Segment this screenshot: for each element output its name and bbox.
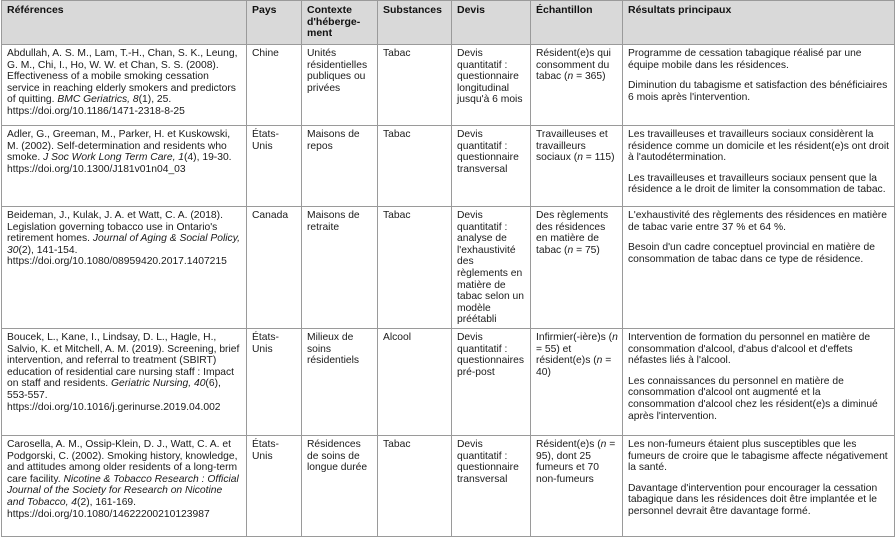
contexte-cell [302,328,378,435]
reference-segment: (4), 19-30. https://doi.org/10.1300/J181v01n04_03 [7,152,232,175]
contexte-cell [302,207,378,329]
substances-cell-text: Alcool [383,331,412,343]
echantillon-segment: n [577,152,583,164]
resultat-paragraph: Les travailleuses et travailleurs sociaux considèrent la résidence comme un domicile et les résident(e)s ont droit à l'autodétermination. [628,129,889,164]
header-references: Références [2,1,247,45]
reference-cell [2,435,247,536]
echantillon-segment: Infirmier(-ière)s ( [536,331,613,343]
table-row [2,126,895,207]
echantillon-segment: n [567,244,574,256]
contexte-cell-text: Maisons de retraite [307,210,360,233]
reference-cell [2,126,247,207]
echantillon-cell [531,207,623,329]
header-contexte: Contexte d'héberge-ment [302,1,378,45]
pays-cell-text: États-Unis [252,438,279,462]
reference-segment: Beideman, J., Kulak, J. A. et Watt, C. A. (2018). Legislation governing tobacco use in Ontario's retirement homes. [7,210,223,245]
echantillon-segment: = 95), dont 25 fumeurs et 70 non-fumeurs [536,438,616,485]
resultat-paragraph: Besoin d'un cadre conceptuel provincial en matière de consommation de tabac dans ce type de résidence. [628,242,875,265]
devis-cell [452,126,531,207]
pays-cell-text: États-Unis [252,129,279,152]
echantillon-segment: Résident(e)s qui consomment du tabac ( [536,48,611,83]
reference-cell [2,207,247,329]
pays-cell-text: Canada [252,210,289,221]
literature-table [1,0,895,537]
header-resultats: Résultats principaux [623,1,895,45]
pays-cell-text: Chine [252,48,279,59]
header-devis: Devis [452,1,531,45]
echantillon-segment: Travailleuses et travailleurs sociaux ( [536,129,608,164]
resultats-cell [623,126,895,207]
resultat-paragraph: Les connaissances du personnel en matière de consommation d'alcool ont augmenté et la consommation d'alcool chez les résident(e)s a diminué après l'intervention. [628,375,878,422]
echantillon-cell [531,45,623,126]
table-row [2,435,895,536]
resultat-paragraph: Programme de cessation tabagique réalisé par une équipe mobile dans les résidences. [628,48,862,71]
devis-cell [452,45,531,126]
echantillon-segment: n [567,71,574,83]
header-pays: Pays [247,1,302,45]
echantillon-cell [531,328,623,435]
substances-cell [378,126,452,207]
contexte-cell-text: Unités résidentielles publiques ou privées [307,48,368,94]
reference-segment: Boucek, L., Kane, I., Lindsay, D. L., Hagle, H., Salvio, K. et Mitchell, A. M. (2019). Screening, brief intervention, and referral to treatment (SBIRT) education of residential care nursing staff : Impact on staff and residents. [7,331,240,390]
reference-cell [2,328,247,435]
reference-segment: Journal of Aging & Social Policy, 30 [7,233,240,256]
pays-cell [247,126,302,207]
echantillon-segment: = 40) [536,355,612,378]
devis-cell-text: Devis quantitatif : analyse de l'exhaustivité des règlements en matière de tabac selon un modèle préétabli [457,210,524,326]
pays-cell [247,328,302,435]
echantillon-segment: = 115) [582,152,615,164]
substances-cell-text: Tabac [383,210,411,221]
devis-cell [452,207,531,329]
reference-segment: BMC Geriatrics, 8 [57,94,139,106]
devis-cell-text: Devis quantitatif : questionnaire transversal [457,438,519,485]
resultats-cell [623,435,895,536]
echantillon-cell [531,435,623,536]
table-row [2,207,895,329]
devis-cell [452,435,531,536]
reference-segment: (6), 553-557. https://doi.org/10.1016/j.gerinurse.2019.04.002 [7,378,221,413]
echantillon-segment: Des règlements des résidences en matière de tabac ( [536,210,609,256]
contexte-cell-text: Milieux de soins résidentiels [307,331,360,367]
echantillon-segment: n [596,355,603,367]
reference-segment: Adler, G., Greeman, M., Parker, H. et Kuskowski, M. (2002). Self-determination and residents who smoke. [7,129,231,164]
devis-cell-text: Devis quantitatif : questionnaire transversal [457,129,519,175]
reference-segment: J Soc Work Long Term Care, 1 [43,152,185,164]
devis-cell-text: Devis quantitatif : questionnaire longitudinal jusqu'à 6 mois [457,48,523,106]
table-row [2,45,895,126]
resultats-cell [623,45,895,126]
header-echantillon: Échantillon [531,1,623,45]
resultat-paragraph: Intervention de formation du personnel en matière de consommation d'alcool, d'abus d'alcool et d'effets néfastes liés à l'alcool. [628,331,871,367]
echantillon-segment: n [600,438,607,450]
substances-cell-text: Tabac [383,438,411,450]
echantillon-segment: n [612,331,618,343]
contexte-cell [302,435,378,536]
echantillon-segment: Résident(e)s ( [536,438,601,450]
resultats-cell [623,207,895,329]
header-substances: Substances [378,1,452,45]
echantillon-segment: = 365) [573,71,606,83]
resultat-paragraph: Davantage d'intervention pour encourager la cessation tabagique dans les résidences doit être implantée et le personnel devrait être davantage formé. [628,482,878,517]
contexte-cell [302,126,378,207]
substances-cell [378,45,452,126]
pays-cell-text: États-Unis [252,331,279,355]
reference-segment: Geriatric Nursing, 40 [111,378,206,390]
echantillon-cell [531,126,623,207]
reference-segment: (2), 161-169. https://doi.org/10.1080/14622200210123987 [7,496,210,520]
reference-segment: Nicotine & Tobacco Research : Official Journal of the Society for Research on Nicotine and Tobacco, 4 [7,473,239,508]
devis-cell [452,328,531,435]
contexte-cell [302,45,378,126]
resultat-paragraph: Les travailleuses et travailleurs sociaux pensent que la résidence a le droit de limiter la consommation de tabac. [628,172,886,196]
substances-cell [378,207,452,329]
reference-segment: Abdullah, A. S. M., Lam, T.-H., Chan, S. K., Leung, G. M., Chi, I., Ho, W. W. et Chan, S. S. (2008). Effectiveness of a mobile smoking cessation service in reaching elderly smokers and predictors of quitting. [7,48,238,106]
reference-cell [2,45,247,126]
reference-segment: Carosella, A. M., Ossip-Klein, D. J., Watt, C. A. et Podgorski, C. (2002). Smoking history, knowledge, and attitudes among older residents of a long-term care facility. [7,438,238,485]
pays-cell [247,45,302,126]
resultat-paragraph: Diminution du tabagisme et satisfaction des bénéficiaires 6 mois après l'intervention. [628,80,888,103]
echantillon-segment: = 55) et résident(e)s ( [536,343,597,367]
contexte-cell-text: Maisons de repos [307,129,360,152]
header-row [2,1,895,45]
contexte-cell-text: Résidences de soins de longue durée [307,438,368,474]
substances-cell-text: Tabac [383,48,411,59]
substances-cell [378,328,452,435]
substances-cell-text: Tabac [383,129,411,140]
substances-cell [378,435,452,536]
resultats-cell [623,328,895,435]
echantillon-segment: = 75) [573,244,600,256]
reference-segment: (2), 141-154. https://doi.org/10.1080/08959420.2017.1407215 [7,244,227,268]
devis-cell-text: Devis quantitatif : questionnaires pré-post [457,331,524,378]
resultat-paragraph: Les non-fumeurs étaient plus susceptibles que les fumeurs de croire que le tabagisme affecte négativement la santé. [628,438,888,474]
pays-cell [247,207,302,329]
reference-segment: (1), 25. https://doi.org/10.1186/1471-2318-8-25 [7,94,185,117]
table-row [2,328,895,435]
resultat-paragraph: L'exhaustivité des règlements des résidences en matière de tabac varie entre 37 % et 64 %. [628,210,887,233]
pays-cell [247,435,302,536]
